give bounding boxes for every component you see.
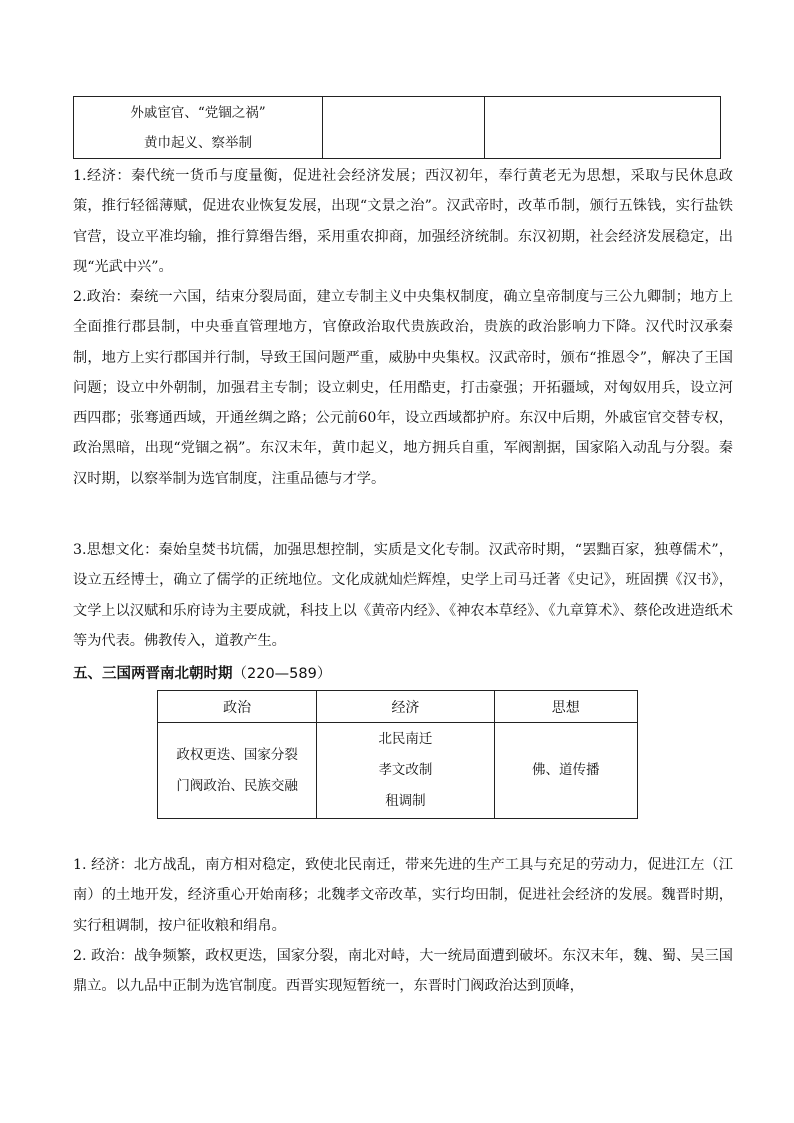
table-han-summary (73, 96, 721, 159)
paragraph-qinhan-culture: 3.思想文化：秦始皇焚书坑儒，加强思想控制，实质是文化专制。汉武帝时期，“罢黜百家，独尊儒术”，设立五经博士，确立了儒学的正统地位。文化成就灿烂辉煌，史学上司马迁著《史记》，班固撰《汉书》，文学上以汉赋和乐府诗为主要成就，科技上以《黄帝内经》、《神农本草经》、《九章算术》、蔡伦改进造纸术等为代表。佛教传入，道教产生。 (73, 542, 733, 649)
section-heading (73, 662, 331, 683)
paragraph-qinhan-politics: 2.政治：秦统一六国，结束分裂局面，建立专制主义中央集权制度，确立皇帝制度与三公九卿制；地方上全面推行郡县制，中央垂直管理地方，官僚政治取代贵族政治，贵族的政治影响力下降。汉代时汉承秦制，地方上实行郡国并行制，导致王国问题严重，威胁中央集权。汉武帝时，颁布“推恩令”，解决了王国问题；设立中外朝制，加强君主专制；设立刺史，任用酷吏，打击豪强；开拓疆域，对匈奴用兵，设立河西四郡；张骞通西域，开通丝绸之路；公元前60年，设立西域都护府。东汉中后期，外戚宦官交替专权，政治黑暗，出现“党锢之祸”。东汉末年，黄巾起义，地方拥兵自重，军阀割据，国家陷入动乱与分裂。秦汉时期，以察举制为选官制度，注重品德与才学。 (73, 289, 733, 487)
table-sanguo-summary (157, 690, 638, 819)
cell-line: 门阀政治、民族交融 (176, 777, 298, 794)
cell-line: 黄巾起义、察举制 (144, 134, 252, 151)
column-header-economy: 经济 (317, 691, 494, 723)
paragraph-qinhan-economy: 1.经济：秦代统一货币与度量衡，促进社会经济发展；西汉初年，奉行黄老无为思想，采取与民休息政策，推行轻徭薄赋，促进农业恢复发展，出现“文景之治”。汉武帝时，改革币制，颁行五铢钱，实行盐铁官营，设立平准均输，推行算缗告缗，采用重农抑商，加强经济统制。东汉初期，社会经济发展稳定，出现“光武中兴”。 (73, 168, 733, 275)
column-header-thought: 思想 (494, 691, 637, 723)
table-cell-economy (323, 97, 485, 159)
table-row (158, 723, 638, 819)
table-cell-economy (317, 723, 494, 819)
cell-line: 佛、道传播 (532, 762, 600, 778)
cell-line: 政权更迭、国家分裂 (176, 746, 298, 763)
cell-line: 租调制 (385, 793, 426, 809)
table-cell-politics (74, 97, 323, 159)
table-cell-politics (158, 723, 317, 819)
table-header-row (158, 691, 638, 723)
cell-line: 外戚宦官、“党锢之祸” (130, 104, 266, 121)
table-row (74, 97, 721, 159)
cell-line: 北民南迁 (378, 731, 433, 747)
paragraph-sanguo-politics: 2. 政治：战争频繁，政权更迭，国家分裂，南北对峙，大一统局面遭到破坏。东汉末年，魏、蜀、吴三国鼎立。以九品中正制为选官制度。西晋实现短暂统一，东晋时门阀政治达到顶峰， (73, 948, 733, 995)
cell-line: 孝文改制 (378, 762, 433, 778)
column-header-politics: 政治 (158, 691, 317, 723)
table-cell-thought (485, 97, 721, 159)
paragraph-sanguo-economy: 1. 经济：北方战乱，南方相对稳定，致使北民南迁，带来先进的生产工具与充足的劳动力，促进江左（江南）的土地开发，经济重心开始南移；北魏孝文帝改革，实行均田制，促进社会经济的发展。魏晋时期，实行租调制，按户征收粮和绢帛。 (73, 857, 733, 934)
table-cell-thought (494, 723, 637, 819)
section-heading-title: 五、三国两晋南北朝时期 (73, 666, 233, 682)
section-heading-years: （220—589） (232, 666, 332, 682)
